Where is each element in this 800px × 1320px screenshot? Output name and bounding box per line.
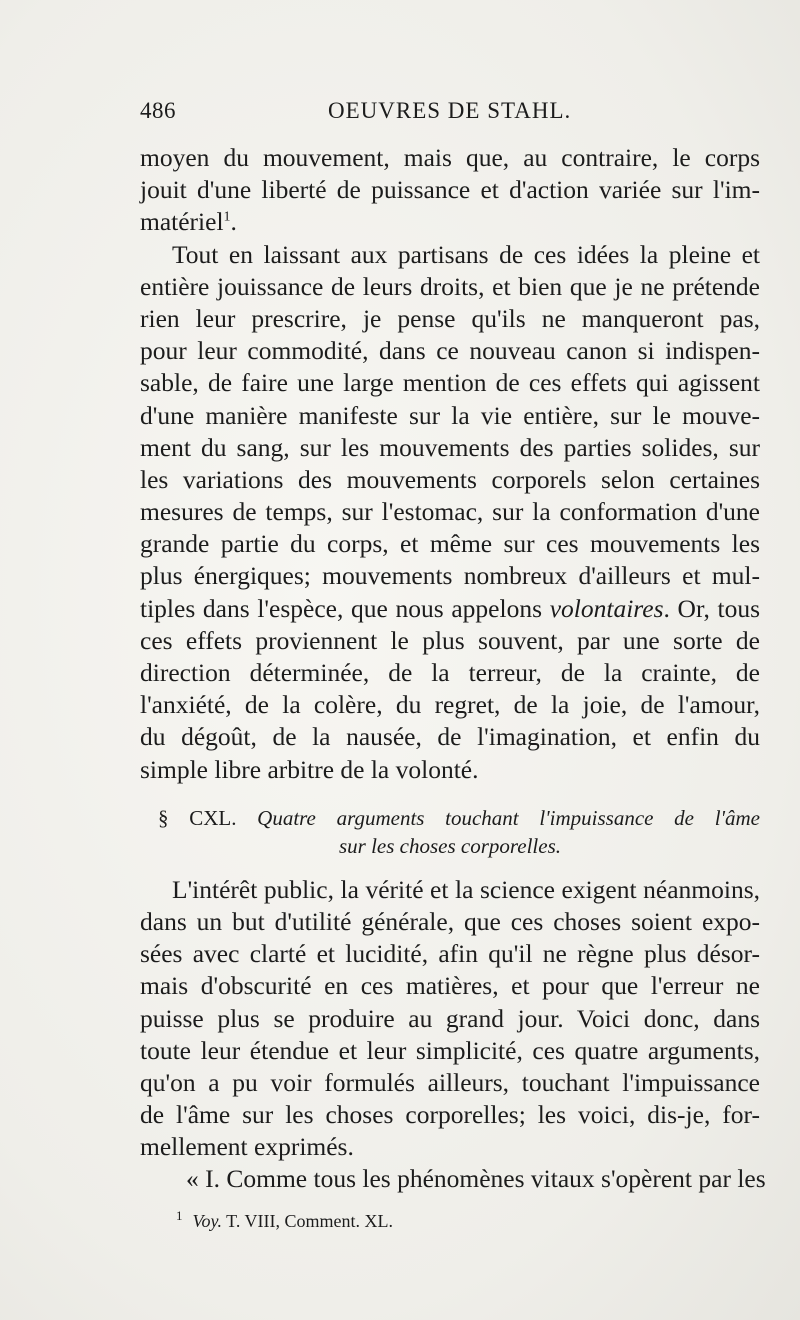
text-line: jouit d'une liberté de puissance et d'action variée sur l'im- xyxy=(140,175,760,205)
text-line: puisse plus se produire au grand jour. Voici donc, dans xyxy=(140,1003,760,1033)
text-line: qu'on a pu voir formulés ailleurs, touchant l'impuissance xyxy=(140,1067,760,1097)
text-line: du dégoût, de la nausée, de l'imagination, et enfin du xyxy=(140,722,760,752)
text-fragment: . Or, tous xyxy=(663,593,760,623)
text-line: moyen du mouvement, mais que, au contraire, le corps xyxy=(140,143,760,172)
spacer xyxy=(140,786,760,800)
text-fragment: matériel xyxy=(140,207,224,237)
section-heading-line xyxy=(140,804,760,832)
footnote-mark: 1 xyxy=(176,1208,183,1223)
text-line: rien leur prescrire, je pense qu'ils ne manqueront pas, xyxy=(140,303,760,333)
section-heading xyxy=(140,804,760,860)
section-title-continued: sur les choses corporelles. xyxy=(338,833,562,858)
text-line: simple libre arbitre de la volonté. xyxy=(140,754,479,784)
text-line: ces effets proviennent le plus souvent, par une sorte de xyxy=(140,625,760,655)
section-title: Quatre arguments touchant l'impuissance de l'âme xyxy=(257,805,761,830)
section-mark: § CXL. xyxy=(158,805,237,830)
text-line: « I. Comme tous les phénomènes vitaux s'opèrent par les xyxy=(186,1164,766,1194)
text-line: mesures de temps, sur l'estomac, sur la conformation d'une xyxy=(140,497,760,527)
text-line: plus énergiques; mouvements nombreux d'ailleurs et mul- xyxy=(140,561,760,591)
text-line: grande partie du corps, et même sur ces mouvements les xyxy=(140,529,760,559)
footnote-text: T. VIII, Comment. XL. xyxy=(222,1211,393,1231)
page-header xyxy=(140,98,760,138)
text-line: pour leur commodité, dans ce nouveau canon si indispen- xyxy=(140,336,760,366)
running-title: OEUVRES DE STAHL. xyxy=(328,98,572,123)
text-line: l'anxiété, de la colère, du regret, de la joie, de l'amour, xyxy=(140,690,760,720)
text-line: ment du sang, sur les mouvements des parties solides, sur xyxy=(140,432,760,462)
text-line: direction déterminée, de la terreur, de la crainte, de xyxy=(140,658,760,687)
page-number: 486 xyxy=(140,98,176,123)
text-fragment: . xyxy=(230,207,237,237)
text-line: entière jouissance de leurs droits, et bien que je ne prétende xyxy=(140,271,760,301)
footnote-abbrev: Voy. xyxy=(192,1211,222,1231)
text-line: dans un but d'utilité générale, que ces choses soient expo- xyxy=(140,906,760,936)
text-fragment: tiples dans l'espèce, que nous appelons xyxy=(140,593,550,623)
text-line: L'intérêt public, la vérité et la science exigent néanmoins, xyxy=(172,874,760,904)
text-line: mellement exprimés. xyxy=(140,1132,354,1162)
text-line xyxy=(140,206,760,238)
text-line: de l'âme sur les choses corporelles; les voici, dis-je, for- xyxy=(140,1100,760,1130)
text-line xyxy=(140,593,760,625)
spacer xyxy=(140,860,760,874)
footnote xyxy=(176,1208,393,1232)
text-line: toute leur étendue et leur simplicité, ces quatre arguments, xyxy=(140,1035,760,1065)
text-line: sable, de faire une large mention de ces effets qui agissent xyxy=(140,368,760,398)
text-line: les variations des mouvements corporels selon certaines xyxy=(140,464,760,494)
emphasized-word: volontaires xyxy=(549,593,664,623)
text-line: mais d'obscurité en ces matières, et pour que l'erreur ne xyxy=(140,971,760,1001)
footnote-reference: 1 xyxy=(223,209,231,225)
text-line: Tout en laissant aux partisans de ces idées la pleine et xyxy=(172,239,760,269)
text-line: sées avec clarté et lucidité, afin qu'il ne règne plus désor- xyxy=(140,939,760,969)
text-line: d'une manière manifeste sur la vie entière, sur le mouve- xyxy=(140,400,760,430)
body-text xyxy=(140,142,766,1196)
